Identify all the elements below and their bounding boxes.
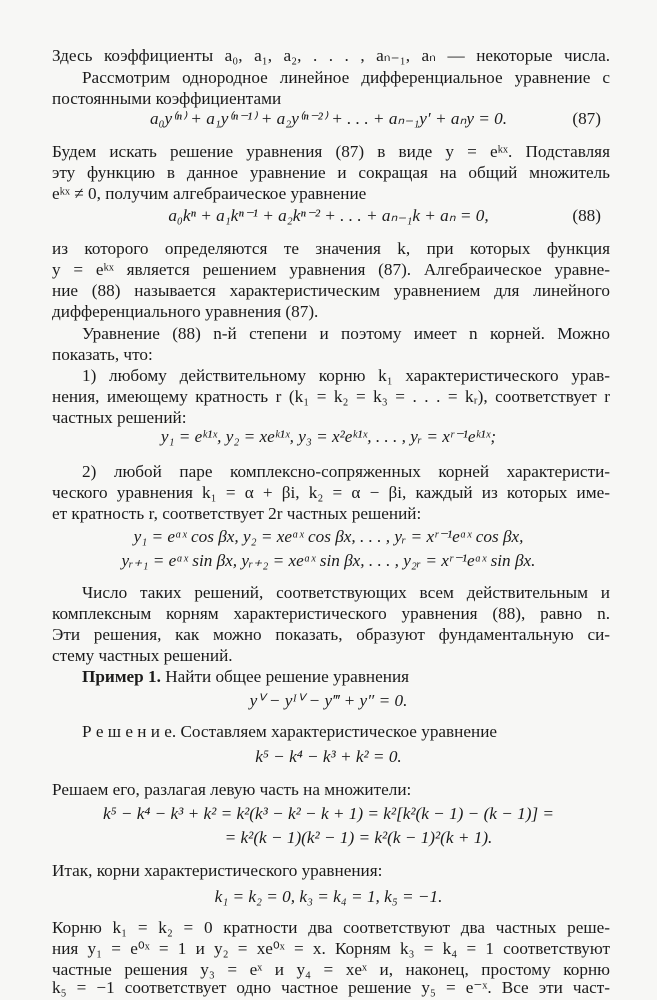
text-line-13: 1) любому действительному корню k₁ характеристического урав- bbox=[82, 366, 610, 385]
text-line-5: эту функцию в данное уравнение и сокращая на общий множитель bbox=[52, 163, 610, 182]
equation-factor-2: = k²(k − 1)(k² − 1) = k²(k − 1)²(k + 1). bbox=[224, 828, 493, 847]
text-line-11: Уравнение (88) n-й степени и поэтому имеет n корней. Можно bbox=[82, 324, 610, 343]
text-line-8: y = eᵏˣ является решением уравнения (87). Алгебраическое уравне- bbox=[52, 260, 610, 279]
text-line-17: ческого уравнения k₁ = α + βi, k₂ = α − βi, каждый из которых име- bbox=[52, 483, 610, 502]
text-line-14: нения, имеющему кратность r (k₁ = k₂ = k₃ = . . . = kᵣ), соответствует r bbox=[52, 387, 610, 406]
text-line-26: Корню k₁ = k₂ = 0 кратности два соответствуют два частных реше- bbox=[52, 918, 610, 937]
equation-87 bbox=[0, 108, 657, 130]
equation-roots: k₁ = k₂ = 0, k₃ = k₄ = 1, k₅ = −1. bbox=[214, 887, 443, 906]
text-line-9: ние (88) называется характеристическим уравнением для линейного bbox=[52, 281, 610, 300]
equation-number-88: (88) bbox=[572, 206, 601, 225]
solution-line: Р е ш е н и е. Составляем характеристическое уравнение bbox=[82, 722, 498, 741]
text-line-20: комплексным корням характеристического уравнения (88), равно n. bbox=[52, 604, 610, 623]
text-line-15: частных решений: bbox=[52, 408, 187, 427]
equation-complex-cos: y₁ = eᵅˣ cos βx, y₂ = xeᵅˣ cos βx, . . . , yᵣ = xʳ⁻¹eᵅˣ cos βx, bbox=[133, 527, 524, 546]
equation-complex-sin: yᵣ₊₁ = eᵅˣ sin βx, yᵣ₊₂ = xeᵅˣ sin βx, . . . , y₂ᵣ = xʳ⁻¹eᵅˣ sin βx. bbox=[121, 551, 536, 570]
example-line bbox=[82, 667, 640, 687]
text-line-19: Число таких решений, соответствующих всем действительным и bbox=[82, 583, 610, 602]
text-line-roots: Итак, корни характеристического уравнения: bbox=[52, 861, 383, 880]
equation-number-87: (87) bbox=[572, 109, 601, 128]
text-line-factor: Решаем его, разлагая левую часть на множители: bbox=[52, 780, 412, 799]
text-line-4: Будем искать решение уравнения (87) в виде y = eᵏˣ. Подставляя bbox=[52, 142, 610, 161]
equation-87-body: a₀y⁽ⁿ⁾ + a₁y⁽ⁿ⁻¹⁾ + a₂y⁽ⁿ⁻²⁾ + . . . + aₙ₋₁y′ + aₙy = 0. bbox=[149, 109, 508, 128]
text-line-28: частные решения y₃ = eˣ и y₄ = xeˣ и, наконец, простому корню bbox=[52, 960, 610, 979]
text-line-21: Эти решения, как можно показать, образуют фундаментальную си- bbox=[52, 625, 610, 644]
example-text: Найти общее решение уравнения bbox=[165, 667, 410, 686]
equation-real-roots: y₁ = eᵏ¹ˣ, y₂ = xeᵏ¹ˣ, y₃ = x²eᵏ¹ˣ, . . . , yᵣ = xʳ⁻¹eᵏ¹ˣ; bbox=[160, 427, 497, 446]
text-line-2: Рассмотрим однородное линейное дифференциальное уравнение с bbox=[82, 68, 610, 87]
text-line-7: из которого определяются те значения k, при которых функция bbox=[52, 239, 610, 258]
text-line-22: стему частных решений. bbox=[52, 646, 233, 665]
text-line-12: показать, что: bbox=[52, 345, 153, 364]
equation-88 bbox=[0, 205, 657, 227]
text-line-18: ет кратность r, соответствует 2r частных решений: bbox=[52, 504, 422, 523]
text-line-3: постоянными коэффициентами bbox=[52, 89, 282, 108]
equation-example: yⱽ − yᴵⱽ − y‴ + y″ = 0. bbox=[249, 691, 408, 710]
equation-88-body: a₀kⁿ + a₁kⁿ⁻¹ + a₂kⁿ⁻² + . . . + aₙ₋₁k + aₙ = 0, bbox=[168, 206, 489, 225]
text-line-16: 2) любой паре комплексно-сопряженных корней характеристи- bbox=[82, 462, 610, 481]
text-line-27: ния y₁ = e⁰ˣ = 1 и y₂ = xe⁰ˣ = x. Корням k₃ = k₄ = 1 соответствуют bbox=[52, 939, 610, 958]
text-line-1: Здесь коэффициенты a₀, a₁, a₂, . . . , aₙ₋₁, aₙ — некоторые числа. bbox=[52, 46, 610, 65]
equation-char: k⁵ − k⁴ − k³ + k² = 0. bbox=[255, 747, 402, 766]
equation-factor-1: k⁵ − k⁴ − k³ + k² = k²(k³ − k² − k + 1) = k²[k²(k − 1) − (k − 1)] = bbox=[102, 804, 555, 823]
text-line-29: k₅ = −1 соответствует одно частное решение y₅ = e⁻ˣ. Все эти част- bbox=[52, 978, 610, 997]
text-line-6: eᵏˣ ≠ 0, получим алгебраическое уравнение bbox=[52, 184, 367, 203]
text-line-10: дифференциального уравнения (87). bbox=[52, 302, 319, 321]
example-label: Пример 1. bbox=[82, 667, 161, 686]
